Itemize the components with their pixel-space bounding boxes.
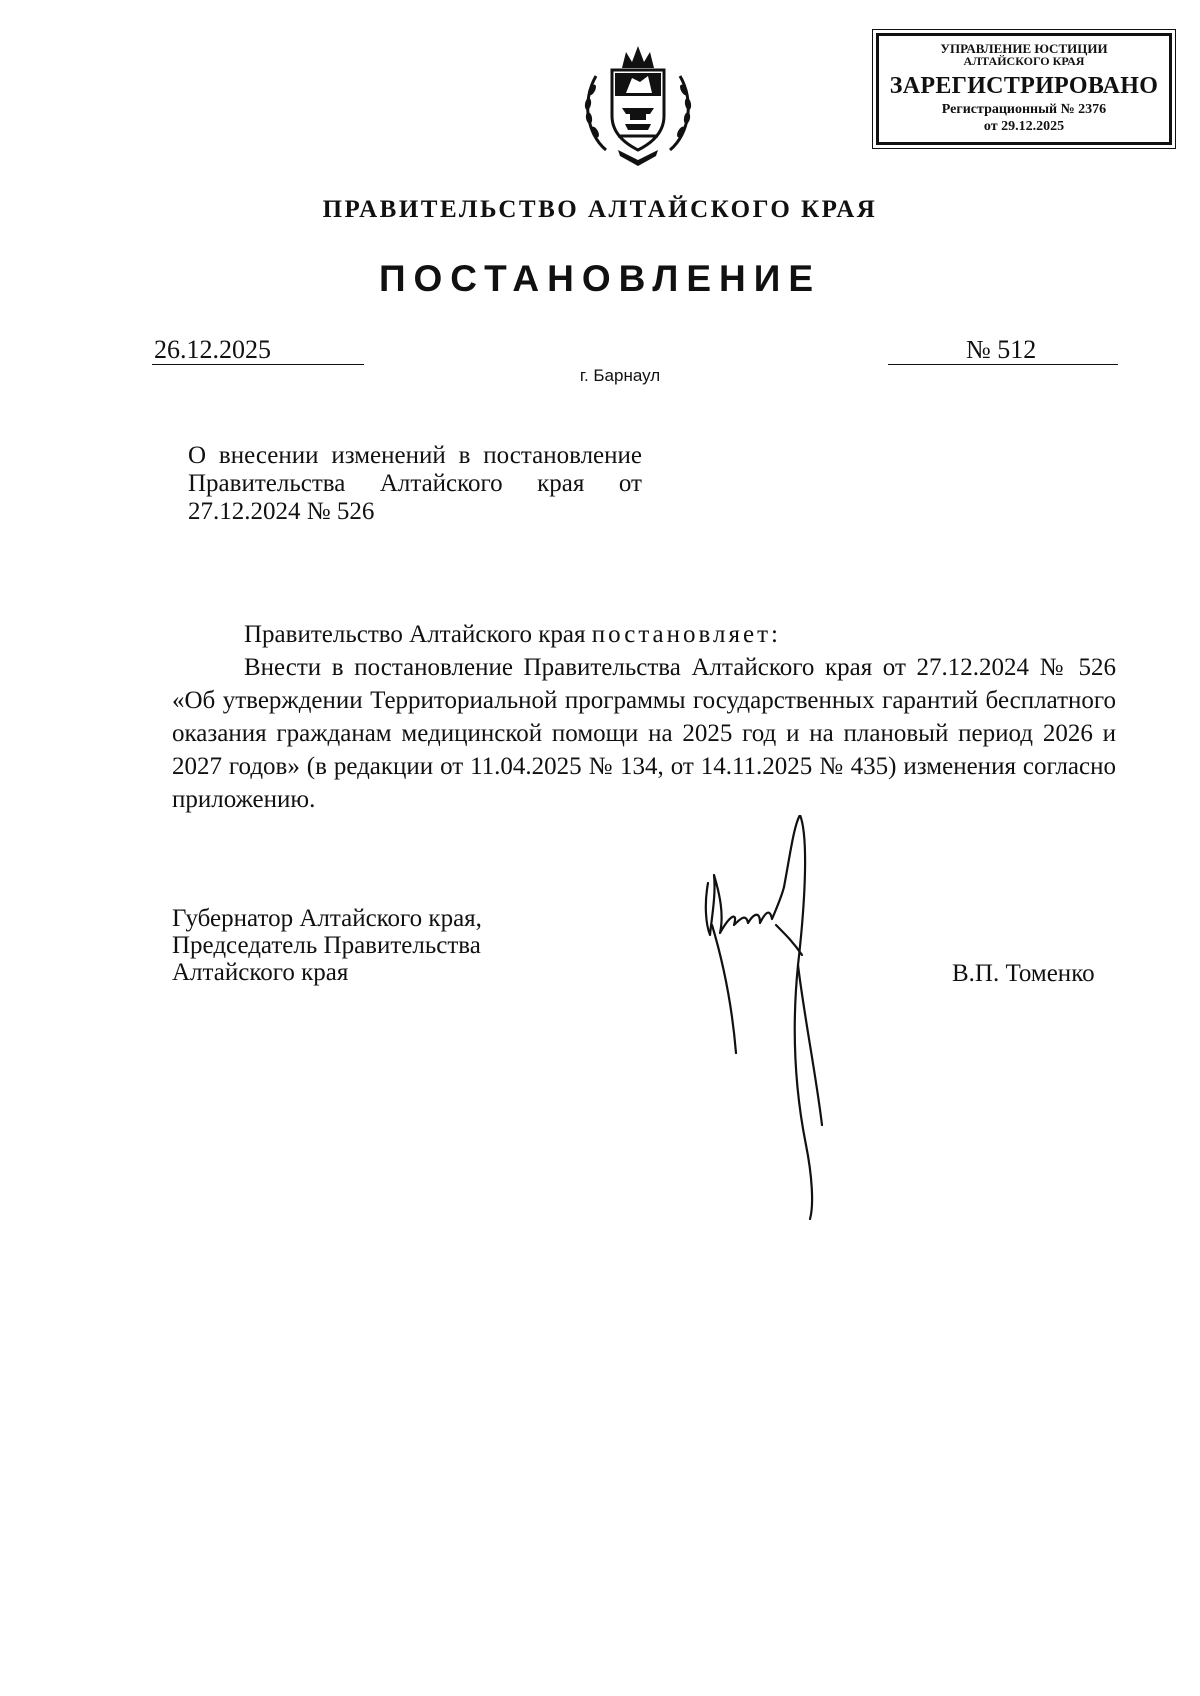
registration-stamp [876,33,1172,145]
stamp-reg-date: от 29.12.2025 [983,119,1065,134]
decree-subject: О внесении изменений в постановление Правительства Алтайского края от 27.12.2024 № 526 [188,442,642,525]
stamp-agency-line1: УПРАВЛЕНИЕ ЮСТИЦИИ [940,41,1108,56]
intro-lead: Правительство Алтайского края [244,621,592,648]
decree-body [172,618,1116,816]
signatory-position [172,905,482,986]
city: г. Барнаул [579,366,661,385]
stamp-agency-line2: АЛТАЙСКОГО КРАЯ [963,54,1085,68]
position-line-2: Председатель Правительства [172,932,481,959]
intro-resolves: постановляет: [591,621,781,648]
government-name: ПРАВИТЕЛЬСТВО АЛТАЙСКОГО КРАЯ [322,196,878,223]
number-underline [888,364,1118,365]
handwritten-signature [690,815,880,1225]
position-line-3: Алтайского края [172,959,349,986]
position-line-1: Губернатор Алтайского края, [172,905,482,932]
signatory-name: В.П. Томенко [952,960,1095,987]
decree-number: № 512 [966,335,1037,364]
document-type-title: ПОСТАНОВЛЕНИЕ [378,258,822,299]
date-underline [152,364,364,365]
decree-paragraph: Внести в постановление Правительства Алтайского края от 27.12.2024 № 526 «Об утверждении Территориальной программы государственных гарантий бесплатного оказания гражданам медицинской помощи на 2025 год и на плановый период 2026 и 2027 годов» (в редакции от 11.04.2025 № 134, от 14.11.2025 № 435) изменения согласно приложению. [172,654,1116,813]
decree-intro [172,618,1116,651]
stamp-status: ЗАРЕГИСТРИРОВАНО [889,73,1159,99]
coat-of-arms-icon [578,38,698,168]
decree-date: 26.12.2025 [154,335,271,364]
stamp-reg-number: Регистрационный № 2376 [941,102,1107,117]
